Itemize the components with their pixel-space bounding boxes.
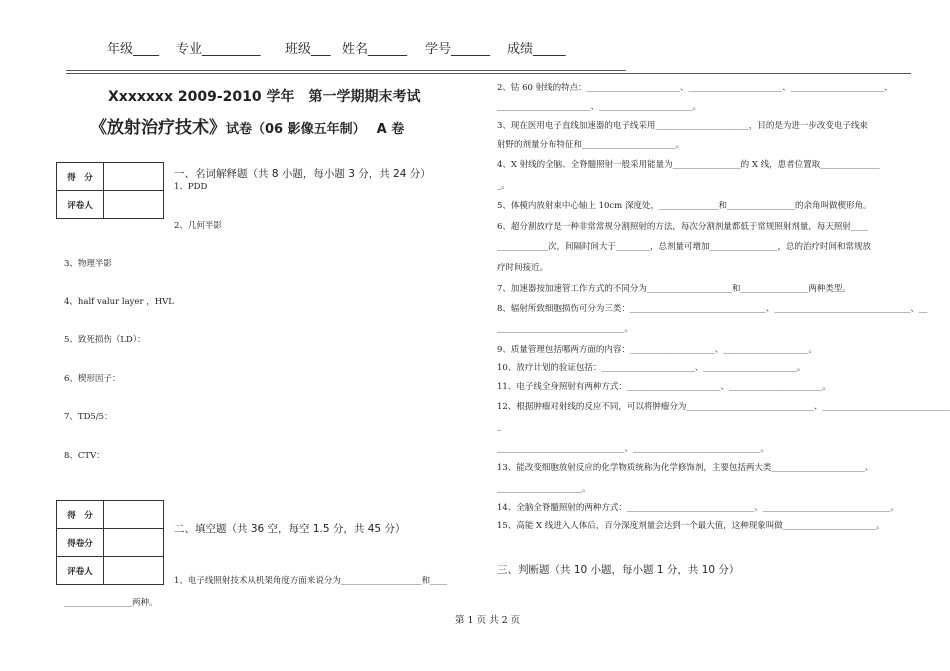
grader-cell[interactable]	[104, 557, 164, 585]
exam-title: Xxxxxxx 2009-2010 学年 第一学期期末考试	[108, 89, 421, 105]
fill-line: 3、现在医用电子直线加速器的电子线采用______________________，目的是为进一步改变电子线束	[497, 121, 868, 131]
fill-line: ______________________________。	[497, 324, 634, 334]
question-term-6: 6、楔形因子：	[64, 374, 121, 384]
fill-line: ____________次，间隔时间大于________，总剂量可增加________________，总的治疗时间和常规放	[497, 242, 872, 252]
question-term-7: 7、TD5/5：	[64, 412, 113, 422]
question-term-8: 8、CTV：	[64, 451, 105, 461]
header-rule-bottom	[66, 73, 911, 74]
fill-line: ______________________、______________________。	[497, 102, 702, 112]
page-footer: 第 1 页 共 2 页	[455, 615, 521, 626]
score-label: 得 分	[57, 501, 104, 529]
fill-line: 2、钴 60 射线的特点：______________________、______________________、______________________、	[497, 83, 893, 93]
fill-line: ______________________________、______________________________。	[497, 444, 770, 454]
grade-field: 年级____	[107, 42, 160, 57]
fill-line: 13、能改变细胞放射反应的化学物质统称为化学修饰剂，主要包括两大类______________________、	[497, 463, 874, 473]
paper-info: 试卷（06 影像五年制） A 卷	[226, 122, 405, 137]
fill-question-1b: ________________两种。	[64, 598, 158, 608]
overlap-cell[interactable]	[104, 529, 164, 557]
grader-label: 评卷人	[57, 191, 104, 219]
fill-line: 疗时间接近。	[497, 263, 549, 273]
student-id-field: 学号______	[425, 42, 491, 57]
header-rule-top	[66, 70, 626, 71]
overlap-label: 得卷分	[57, 529, 104, 557]
name-field: 姓名______	[342, 42, 408, 57]
question-term-4: 4、half valur layer ，HVL	[64, 297, 174, 307]
fill-line: 9、质量管理包括哪两方面的内容：____________________、____________________。	[497, 345, 817, 355]
fill-line: ____________________。	[497, 484, 591, 494]
grader-label: 评卷人	[57, 557, 104, 585]
fill-line: 5、体模内放射束中心轴上 10cm 深度处，______________和________________的余角叫做楔形角。	[497, 201, 872, 211]
fill-line: 7、加速器按加速管工作方式的不同分为____________________和________________两种类型。	[497, 284, 851, 294]
score-field: 成绩_____	[507, 42, 566, 57]
question-term-3: 3、物理半影	[64, 259, 112, 269]
class-field: 班级___	[285, 42, 331, 57]
score-table-1	[56, 162, 164, 219]
question-term-5: 5、致死损伤（LD）：	[64, 335, 146, 345]
question-term-1: 1、PDD	[174, 182, 208, 192]
fill-line: 12、根据肿瘤对射线的反应不同，可以将肿瘤分为______________________________、______________________________	[497, 402, 950, 412]
fill-question-1a: 1、电子线照射技术从机架角度方面来说分为___________________和____	[174, 576, 448, 586]
fill-line: 15、高能 X 线进入人体后，百分深度剂量会达到一个最大值，这种现象叫做______________________。	[497, 521, 885, 531]
fill-line: 射野的剂量分布特征和______________________。	[497, 140, 685, 150]
fill-line: 10、放疗计划的验证包括：______________________、______________________。	[497, 363, 806, 373]
section2-heading: 二、填空题（共 36 空，每空 1.5 分，共 45 分）	[174, 523, 406, 535]
score-table-2	[56, 500, 164, 585]
course-name: 《放射治疗技术》	[90, 118, 226, 138]
section1-heading: 一、名词解释题（共 8 小题，每小题 3 分，共 24 分）	[174, 168, 431, 180]
score-cell[interactable]	[104, 163, 164, 191]
question-term-2: 2、几何半影	[174, 221, 222, 231]
fill-line: _。	[497, 181, 510, 191]
score-label: 得 分	[57, 163, 104, 191]
fill-line: 14、全脑全脊髓照射的两种方式：______________________________、______________________________。	[497, 503, 899, 513]
fill-line: 4、X 射线的全脑、全脊髓照射一般采用能量为________________的 X 线，患者位置取______________	[497, 160, 880, 170]
grader-cell[interactable]	[104, 191, 164, 219]
exam-subtitle	[90, 113, 404, 138]
fill-line: 11、电子线全身照射有两种方式：______________________、______________________。	[497, 382, 831, 392]
major-field: 专业_________	[176, 42, 261, 57]
fill-line: _	[497, 422, 502, 432]
score-cell[interactable]	[104, 501, 164, 529]
fill-line: 6、超分割放疗是一种非常常规分割照射的方法，每次分割剂量都低于常规照射剂量，每天照射____	[497, 222, 868, 232]
section3-heading: 三、判断题（共 10 小题，每小题 1 分，共 10 分）	[497, 564, 740, 576]
fill-line: 8、辐射所致细胞损伤可分为三类：________________________________、________________________________、__	[497, 304, 928, 314]
